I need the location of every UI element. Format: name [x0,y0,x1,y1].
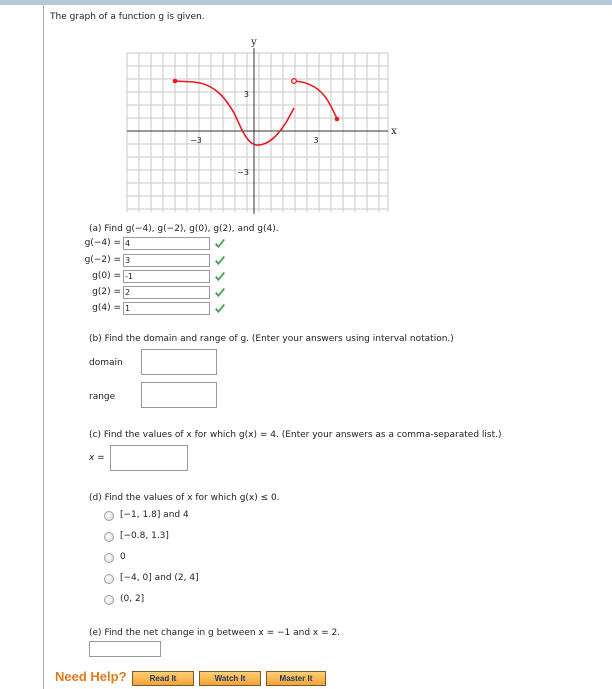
part-b-prompt: (b) Find the domain and range of g. (Enter your answers using interval notation.) [89,334,454,344]
domain-label: domain [89,358,123,368]
check-mark-icon [214,303,226,315]
need-help-label: Need Help? [55,669,127,684]
check-mark-icon [214,287,226,299]
part-a-row-label: g(−4) = [84,238,121,248]
domain-input[interactable] [141,349,217,375]
check-mark-icon [214,255,226,267]
tick-label-y-3: 3 [243,90,249,99]
net-change-input[interactable] [89,641,161,657]
part-a-answer-input[interactable]: 2 [123,286,210,299]
part-e-prompt: (e) Find the net change in g between x = −1 and x = 2. [89,628,341,638]
part-a-row-label: g(2) = [92,287,121,297]
tick-label-x-neg3: −3 [190,136,202,145]
part-a-answer-input[interactable]: 3 [123,254,210,267]
radio-option-1[interactable] [104,511,114,521]
x-values-input[interactable] [110,445,188,471]
x-axis-label: x [391,126,397,137]
watch-it-button[interactable]: Watch It [199,671,261,686]
part-a-answer-input[interactable]: -1 [123,270,210,283]
radio-option-5[interactable] [104,595,114,605]
function-graph [0,0,612,215]
range-label: range [89,392,116,402]
range-input[interactable] [141,382,217,408]
x-equals-label: x = [89,453,105,463]
y-axis-label: y [251,37,257,48]
tick-label-x-3: 3 [313,136,319,145]
part-c-prompt: (c) Find the values of x for which g(x) = 4. (Enter your answers as a comma-separated list.) [89,430,502,440]
option-label-3: 0 [120,552,126,562]
question-intro: The graph of a function g is given. [50,12,205,22]
option-label-4: [−4, 0] and (2, 4] [120,573,199,583]
part-a-row-label: g(4) = [92,303,121,313]
closed-endpoint-right [335,117,340,122]
part-a-answer-input[interactable]: 4 [123,237,210,250]
graph-grid [127,53,388,212]
part-a-row-label: g(0) = [92,271,121,281]
part-a-prompt: (a) Find g(−4), g(−2), g(0), g(2), and g(4). [89,224,279,234]
open-endpoint [292,79,297,84]
part-d-prompt: (d) Find the values of x for which g(x) ≤ 0. [89,493,280,503]
radio-option-3[interactable] [104,553,114,563]
tick-label-y-neg3: −3 [237,168,249,177]
option-label-1: [−1, 1.8] and 4 [120,510,189,520]
option-label-2: [−0.8, 1.3] [120,531,169,541]
part-a-row-label: g(−2) = [84,255,121,265]
radio-option-4[interactable] [104,574,114,584]
radio-option-2[interactable] [104,532,114,542]
option-label-5: (0, 2] [120,594,145,604]
check-mark-icon [214,238,226,250]
read-it-button[interactable]: Read It [132,671,194,686]
part-a-answer-input[interactable]: 1 [123,302,210,315]
master-it-button[interactable]: Master It [266,671,326,686]
closed-endpoint-left [173,79,178,84]
check-mark-icon [214,271,226,283]
